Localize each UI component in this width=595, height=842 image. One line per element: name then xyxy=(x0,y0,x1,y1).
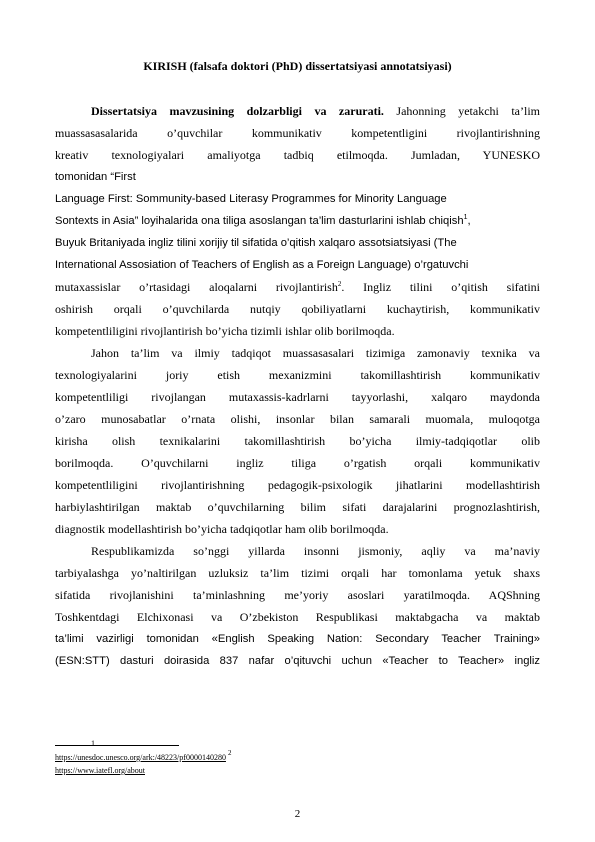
footnote-ref: 1 xyxy=(463,214,468,221)
footnote-number: 2 xyxy=(227,749,232,757)
footnote-1 xyxy=(55,749,232,764)
paragraph-line: Respublikamizda so’nggi yillarda insonni jismoniy, aqliy va ma’naviy xyxy=(91,544,540,558)
paragraph-line: kreativ texnologiyalari amaliyotga tadbiq etilmoqda. Jumladan, YUNESKO xyxy=(55,148,540,162)
paragraph-line: Jahon ta’lim va ilmiy tadqiqot muassasasalari tizimiga zamonaviy texnika va xyxy=(91,346,540,360)
paragraph-line: borilmoqda. O’quvchilarni ingliz tiliga o’rgatish orqali kommunikativ xyxy=(55,456,540,470)
page-number: 2 xyxy=(294,808,301,820)
text-run: . Ingliz tilini o’qitish sifatini xyxy=(341,280,540,294)
paragraph-line: oshirish orqali o’quvchilarda nutqiy qobiliyatlarni kuchaytirish, kommunikativ xyxy=(55,302,540,316)
paragraph-line xyxy=(55,100,540,122)
paragraph-line: sifatida rivojlanishini ta’minlashning me’yoriy asoslari yaratilmoqda. AQShning xyxy=(55,588,540,602)
footnote-number: 1 xyxy=(91,739,95,748)
page-title: KIRISH (falsafa doktori (PhD) dissertatsiyasi annotatsiyasi) xyxy=(143,59,452,73)
paragraph-line: (ESN:STT) dasturi doirasida 837 nafar o’qituvchi uchun «Teacher to Teacher» ingliz xyxy=(55,655,540,667)
paragraph-line: kompetentliligini rivojlantirishning pedagogik-psixologik jihatlarini modellashtirish xyxy=(55,478,540,492)
paragraph-line xyxy=(55,210,540,232)
footnote-ref: 2 xyxy=(337,280,342,288)
footnote-2 xyxy=(55,765,145,777)
footnote-divider xyxy=(55,745,179,746)
paragraph-line: Language First: Sommunity-based Literasy Programmes for Minority Language xyxy=(55,193,447,205)
text-run: Jahonning yetakchi ta’lim xyxy=(396,104,540,118)
text-run: mutaxassislar o’rtasidagi aloqalarni rivojlantirish xyxy=(55,280,338,294)
footnote-mark: 1. xyxy=(91,739,97,748)
text-run: , xyxy=(467,215,471,227)
paragraph-line: kompetentliligi rivojlangan mutaxassis-kadrlarni tayyorlashi, xalqaro maydonda xyxy=(55,390,540,404)
paragraph-line: kompetentliligini rivojlantirish bo’yicha tizimli ishlar olib borilmoqda. xyxy=(55,324,395,338)
section-heading: Dissertatsiya mavzusining dolzarbligi va zarurati. xyxy=(91,104,384,118)
paragraph-line: harbiylashtirilgan maktab o’quvchilarning bilim sifati darajalarini prognozlashtirish, xyxy=(55,500,540,514)
paragraph-line: tarbiyalashga yo’naltirilgan uzluksiz ta’lim tizimi orqali har tomonlama yetuk shaxs xyxy=(55,566,540,580)
paragraph-line: ta’limi vazirligi tomonidan «English Speaking Nation: Secondary Teacher Training» xyxy=(55,633,540,645)
paragraph-line: diagnostik modellashtirish bo’yicha tadqiqotlar ham olib borilmoqda. xyxy=(55,522,389,536)
text-run: Sontexts in Asia” loyihalarida ona tiliga asoslangan ta’lim dasturlarini ishlab chiqish xyxy=(55,215,464,227)
paragraph-line xyxy=(55,276,540,298)
footnote-link-iatefl[interactable]: https://www.iatefl.org/about xyxy=(55,766,145,775)
paragraph-line: Toshkentdagi Elchixonasi va O’zbekiston Respublikasi maktabgacha va maktab xyxy=(55,610,540,624)
paragraph-line: o’zaro munosabatlar o’rnata olishi, insonlar bilan samarali muomala, muloqotga xyxy=(55,412,540,426)
paragraph-line: International Assosiation of Teachers of English as a Foreign Language) o’rgatuvchi xyxy=(55,259,469,271)
paragraph-line: Buyuk Britaniyada ingliz tilini xorijiy til sifatida o’qitish xalqaro assotsiatsiyasi (The xyxy=(55,237,457,249)
body-text xyxy=(55,100,540,672)
footnote-link-unesco[interactable]: https://unesdoc.unesco.org/ark:/48223/pf0000140280 xyxy=(55,753,226,762)
paragraph-line: tomonidan “First xyxy=(55,171,136,183)
paragraph-line: kirisha olish texnikalarini takomillashtirish bo’yicha ilmiy-tadqiqotlar olib xyxy=(55,434,540,448)
paragraph-line: texnologiyalarini joriy etish mexanizmini takomillashtirish kommunikativ xyxy=(55,368,540,382)
paragraph-line: muassasasalarida o’quvchilar kommunikativ kompetentligini rivojlantirishning xyxy=(55,126,540,140)
